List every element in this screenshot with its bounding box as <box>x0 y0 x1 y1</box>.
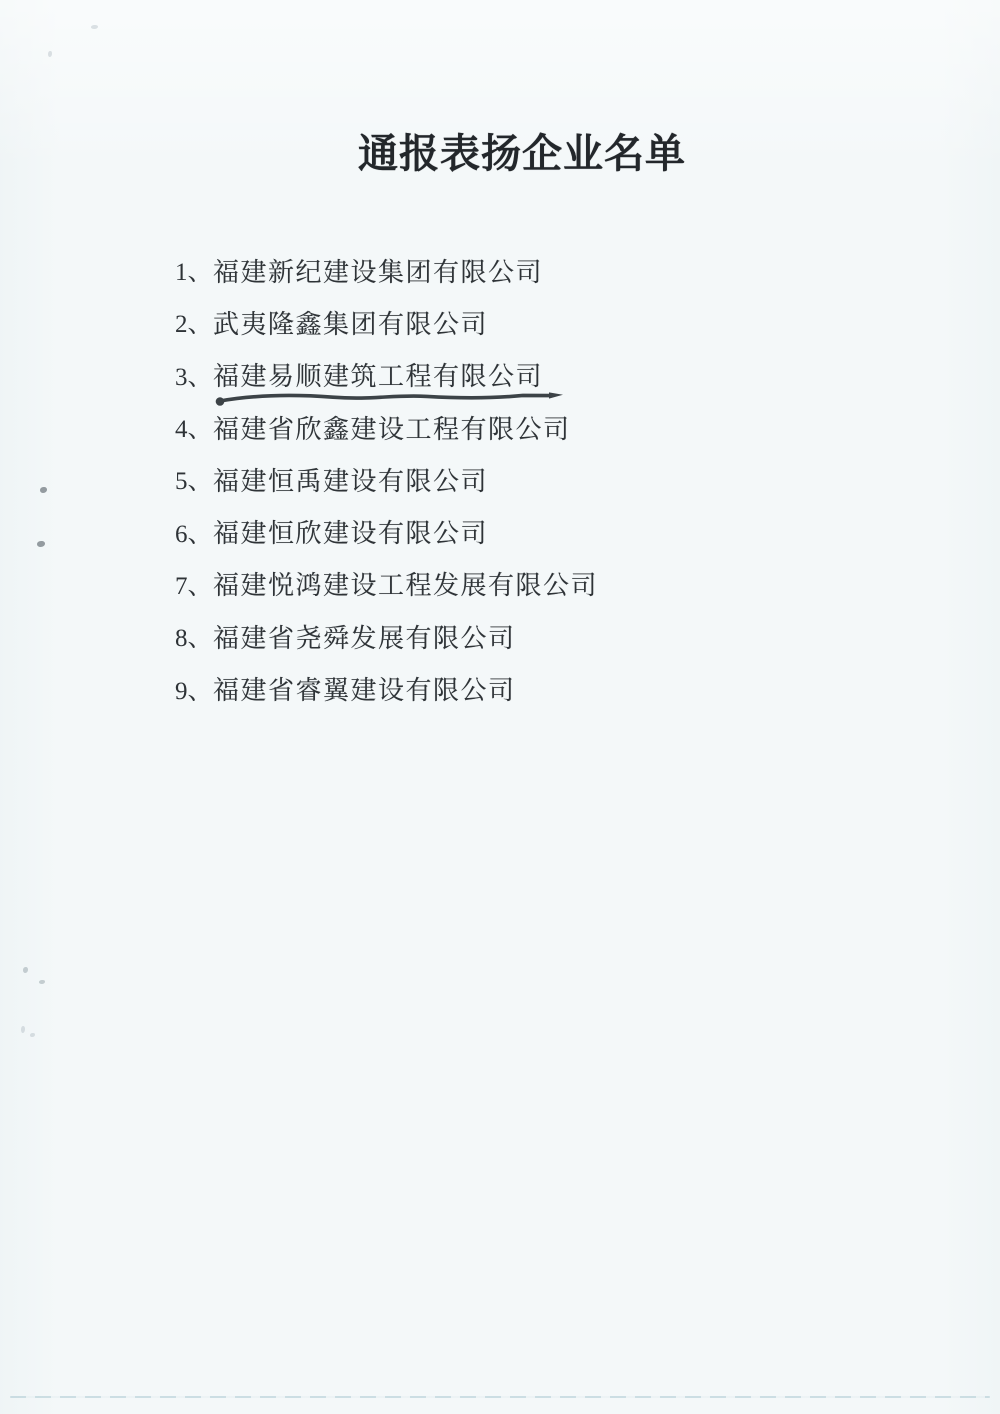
list-item-8 <box>175 610 960 662</box>
company-name: 福建恒禹建设有限公司 <box>213 466 489 496</box>
company-list <box>175 244 960 715</box>
scan-speck <box>91 25 98 29</box>
company-name: 福建省欣鑫建设工程有限公司 <box>213 414 571 444</box>
company-name: 福建恒欣建设有限公司 <box>213 519 489 549</box>
list-item-number: 7、 <box>175 572 213 600</box>
company-name-underlined: 福建易顺建筑工程有限公司 <box>213 362 544 392</box>
list-item-number: 3、 <box>175 363 213 391</box>
list-item-6 <box>175 505 960 557</box>
scan-speck <box>48 51 52 57</box>
list-item-1 <box>175 244 960 296</box>
company-name: 福建新纪建设集团有限公司 <box>213 257 544 287</box>
list-item-number: 5、 <box>175 468 213 496</box>
list-item-4 <box>175 401 960 453</box>
company-name: 福建省睿翼建设有限公司 <box>213 676 516 706</box>
company-name: 武夷隆鑫集团有限公司 <box>213 309 489 339</box>
scan-speck <box>23 967 28 973</box>
list-item-number: 4、 <box>175 416 213 444</box>
list-item-number: 9、 <box>175 677 213 705</box>
list-item-number: 1、 <box>175 259 213 287</box>
list-item-7 <box>175 558 960 610</box>
scanner-edge-artifact <box>10 1396 990 1398</box>
list-item-3 <box>175 349 960 401</box>
scan-speck <box>39 980 45 984</box>
list-item-9 <box>175 662 960 714</box>
list-item-number: 2、 <box>175 311 213 339</box>
company-name: 福建悦鸿建设工程发展有限公司 <box>213 571 599 601</box>
list-item-number: 6、 <box>175 520 213 548</box>
scan-speck <box>30 1033 35 1037</box>
list-item-5 <box>175 453 960 505</box>
scan-speck <box>21 1026 25 1033</box>
scan-speck <box>37 541 45 547</box>
document-title: 通报表扬企业名单 <box>358 131 686 176</box>
list-item-2 <box>175 296 960 348</box>
scan-speck <box>40 487 47 493</box>
company-name: 福建省尧舜发展有限公司 <box>213 623 516 653</box>
list-item-number: 8、 <box>175 625 213 653</box>
